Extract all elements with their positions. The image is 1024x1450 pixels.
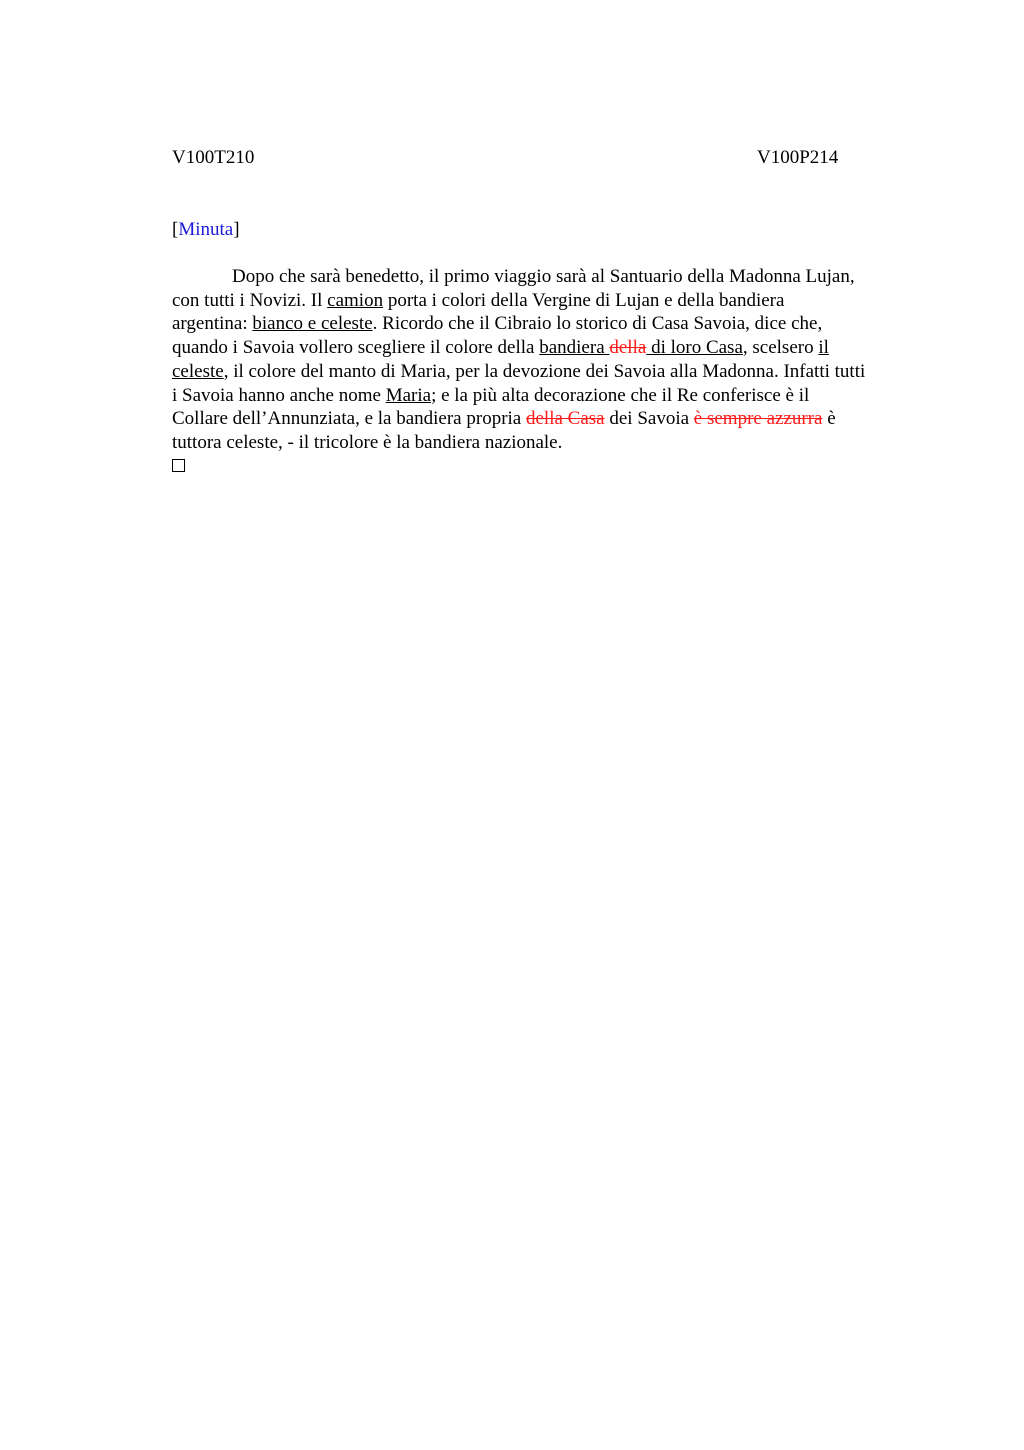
underlined-text: camion — [327, 289, 384, 311]
text-run: porta i colori della Vergine di Lujan e della bandiera — [383, 289, 785, 311]
text-run: è — [822, 408, 836, 430]
body-line-1 — [172, 265, 932, 289]
body-paragraph — [172, 265, 932, 478]
text-run: , scelsero — [742, 337, 819, 359]
deleted-text: della Casa — [526, 408, 605, 430]
text-run: tuttora celeste, - il tricolore è la bandiera nazionale. — [172, 431, 563, 453]
text-run: , il colore del manto di Maria, per la devozione dei Savoia alla Madonna. Infatti tutti — [223, 360, 866, 382]
label-open-bracket: [ — [172, 219, 179, 240]
body-line-2 — [172, 289, 932, 313]
underlined-text: celeste — [172, 360, 224, 382]
body-line-7 — [172, 407, 932, 431]
underlined-text: il — [818, 337, 829, 359]
body-line-4 — [172, 336, 932, 360]
text-run: Collare dell’Annunziata, e la bandiera propria — [172, 408, 526, 430]
checkbox-square-icon — [172, 459, 185, 472]
text-run: con tutti i Novizi. Il — [172, 289, 328, 311]
body-line-5 — [172, 360, 932, 384]
header-left-code: V100T210 — [172, 147, 255, 168]
underlined-text: di loro Casa — [646, 337, 743, 359]
underlined-text: bianco e celeste — [252, 313, 373, 335]
deleted-text: della — [609, 337, 647, 359]
underlined-text: Maria — [385, 384, 432, 406]
text-run: dei Savoia — [604, 408, 694, 430]
label-text: Minuta — [178, 219, 234, 240]
text-run: argentina: — [172, 313, 253, 335]
body-line-3 — [172, 312, 932, 336]
body-line-6 — [172, 384, 932, 408]
text-run: ; e la più alta decorazione che il Re conferisce è il — [431, 384, 810, 406]
minuta-label — [172, 218, 240, 242]
text-run: i Savoia hanno anche nome — [172, 384, 386, 406]
label-close-bracket: ] — [233, 219, 240, 240]
text-run: . Ricordo che il Cibraio lo storico di Casa Savoia, dice che, — [372, 313, 823, 335]
text-run: Dopo che sarà benedetto, il primo viaggio sarà al Santuario della Madonna Lujan, — [232, 266, 855, 287]
deleted-text: è sempre azzurra — [693, 408, 823, 430]
underlined-text: bandiera — [539, 337, 610, 359]
header-right-code: V100P214 — [757, 147, 839, 168]
text-run: quando i Savoia vollero scegliere il colore della — [172, 337, 540, 359]
body-line-8 — [172, 431, 932, 455]
end-mark-line — [172, 455, 932, 479]
